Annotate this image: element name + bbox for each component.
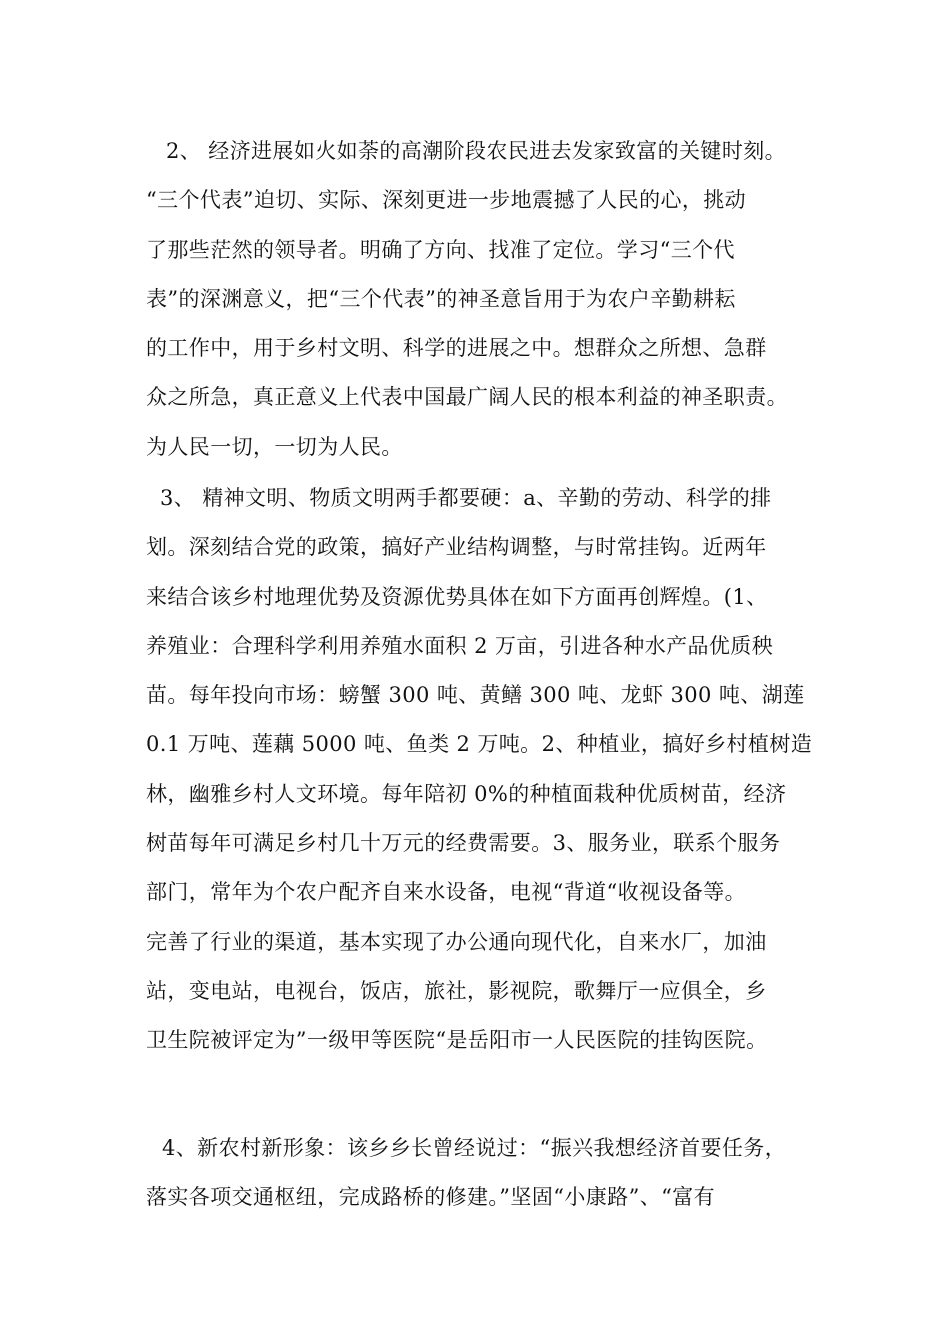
paragraph-3	[146, 474, 826, 1066]
text-line: 站，变电站，电视台，饭店，旅社，影视院，歌舞厅一应俱全，乡	[146, 978, 767, 1003]
text-line: 养殖业：合理科学利用养殖水面积 2 万亩，引进各种水产品优质秧	[146, 633, 774, 658]
text-line: 划。深刻结合党的政策，搞好产业结构调整，与时常挂钩。近两年	[146, 535, 767, 560]
text-line: 树苗每年可满足乡村几十万元的经费需要。3、服务业，联系个服务	[146, 831, 781, 856]
text-line: 4、新农村新形象：该乡乡长曾经说过：“振兴我想经济首要任务，	[162, 1136, 787, 1160]
text-line: “三个代表”迫切、实际、深刻更进一步地震撼了人民的心，挑动	[146, 188, 747, 213]
text-line: 苗。每年投向市场：螃蟹 300 吨、黄鳝 300 吨、龙虾 300 吨、湖莲	[146, 683, 805, 708]
text-line: 卫生院被评定为”一级甲等医院“是岳阳市一人民医院的挂钩医院。	[146, 1028, 768, 1053]
text-line: 众之所急，真正意义上代表中国最广阔人民的根本利益的神圣职责。	[146, 385, 788, 410]
text-line: 2、 经济进展如火如荼的高潮阶段农民进去发家致富的关键时刻。	[166, 139, 787, 163]
text-line: 的工作中，用于乡村文明、科学的进展之中。想群众之所想、急群	[146, 336, 767, 361]
text-line: 3、 精神文明、物质文明两手都要硬：a、辛勤的劳动、科学的排	[160, 486, 772, 510]
paragraph-2	[146, 127, 826, 472]
text-line: 来结合该乡村地理优势及资源优势具体在如下方面再创辉煌。(1、	[146, 584, 768, 609]
text-line: 0.1 万吨、莲藕 5000 吨、鱼类 2 万吨。2、种植业，搞好乡村植树造	[146, 732, 813, 757]
text-line: 为人民一切，一切为人民。	[146, 434, 403, 459]
text-line: 了那些茫然的领导者。明确了方向、找准了定位。学习“三个代	[146, 237, 735, 262]
text-line: 表”的深渊意义，把“三个代表”的神圣意旨用于为农户辛勤耕耘	[146, 286, 736, 311]
text-line: 部门，常年为个农户配齐自来水设备，电视“背道“收视设备等。	[146, 880, 747, 905]
text-line: 林，幽雅乡村人文环境。每年陪初 0%的种植面栽种优质树苗，经济	[146, 781, 787, 806]
paragraph-4	[146, 1124, 826, 1223]
text-line: 落实各项交通枢纽，完成路桥的修建。”坚固“小康路”、“富有	[146, 1185, 716, 1210]
text-line: 完善了行业的渠道，基本实现了办公通向现代化，自来水厂，加油	[146, 929, 767, 954]
